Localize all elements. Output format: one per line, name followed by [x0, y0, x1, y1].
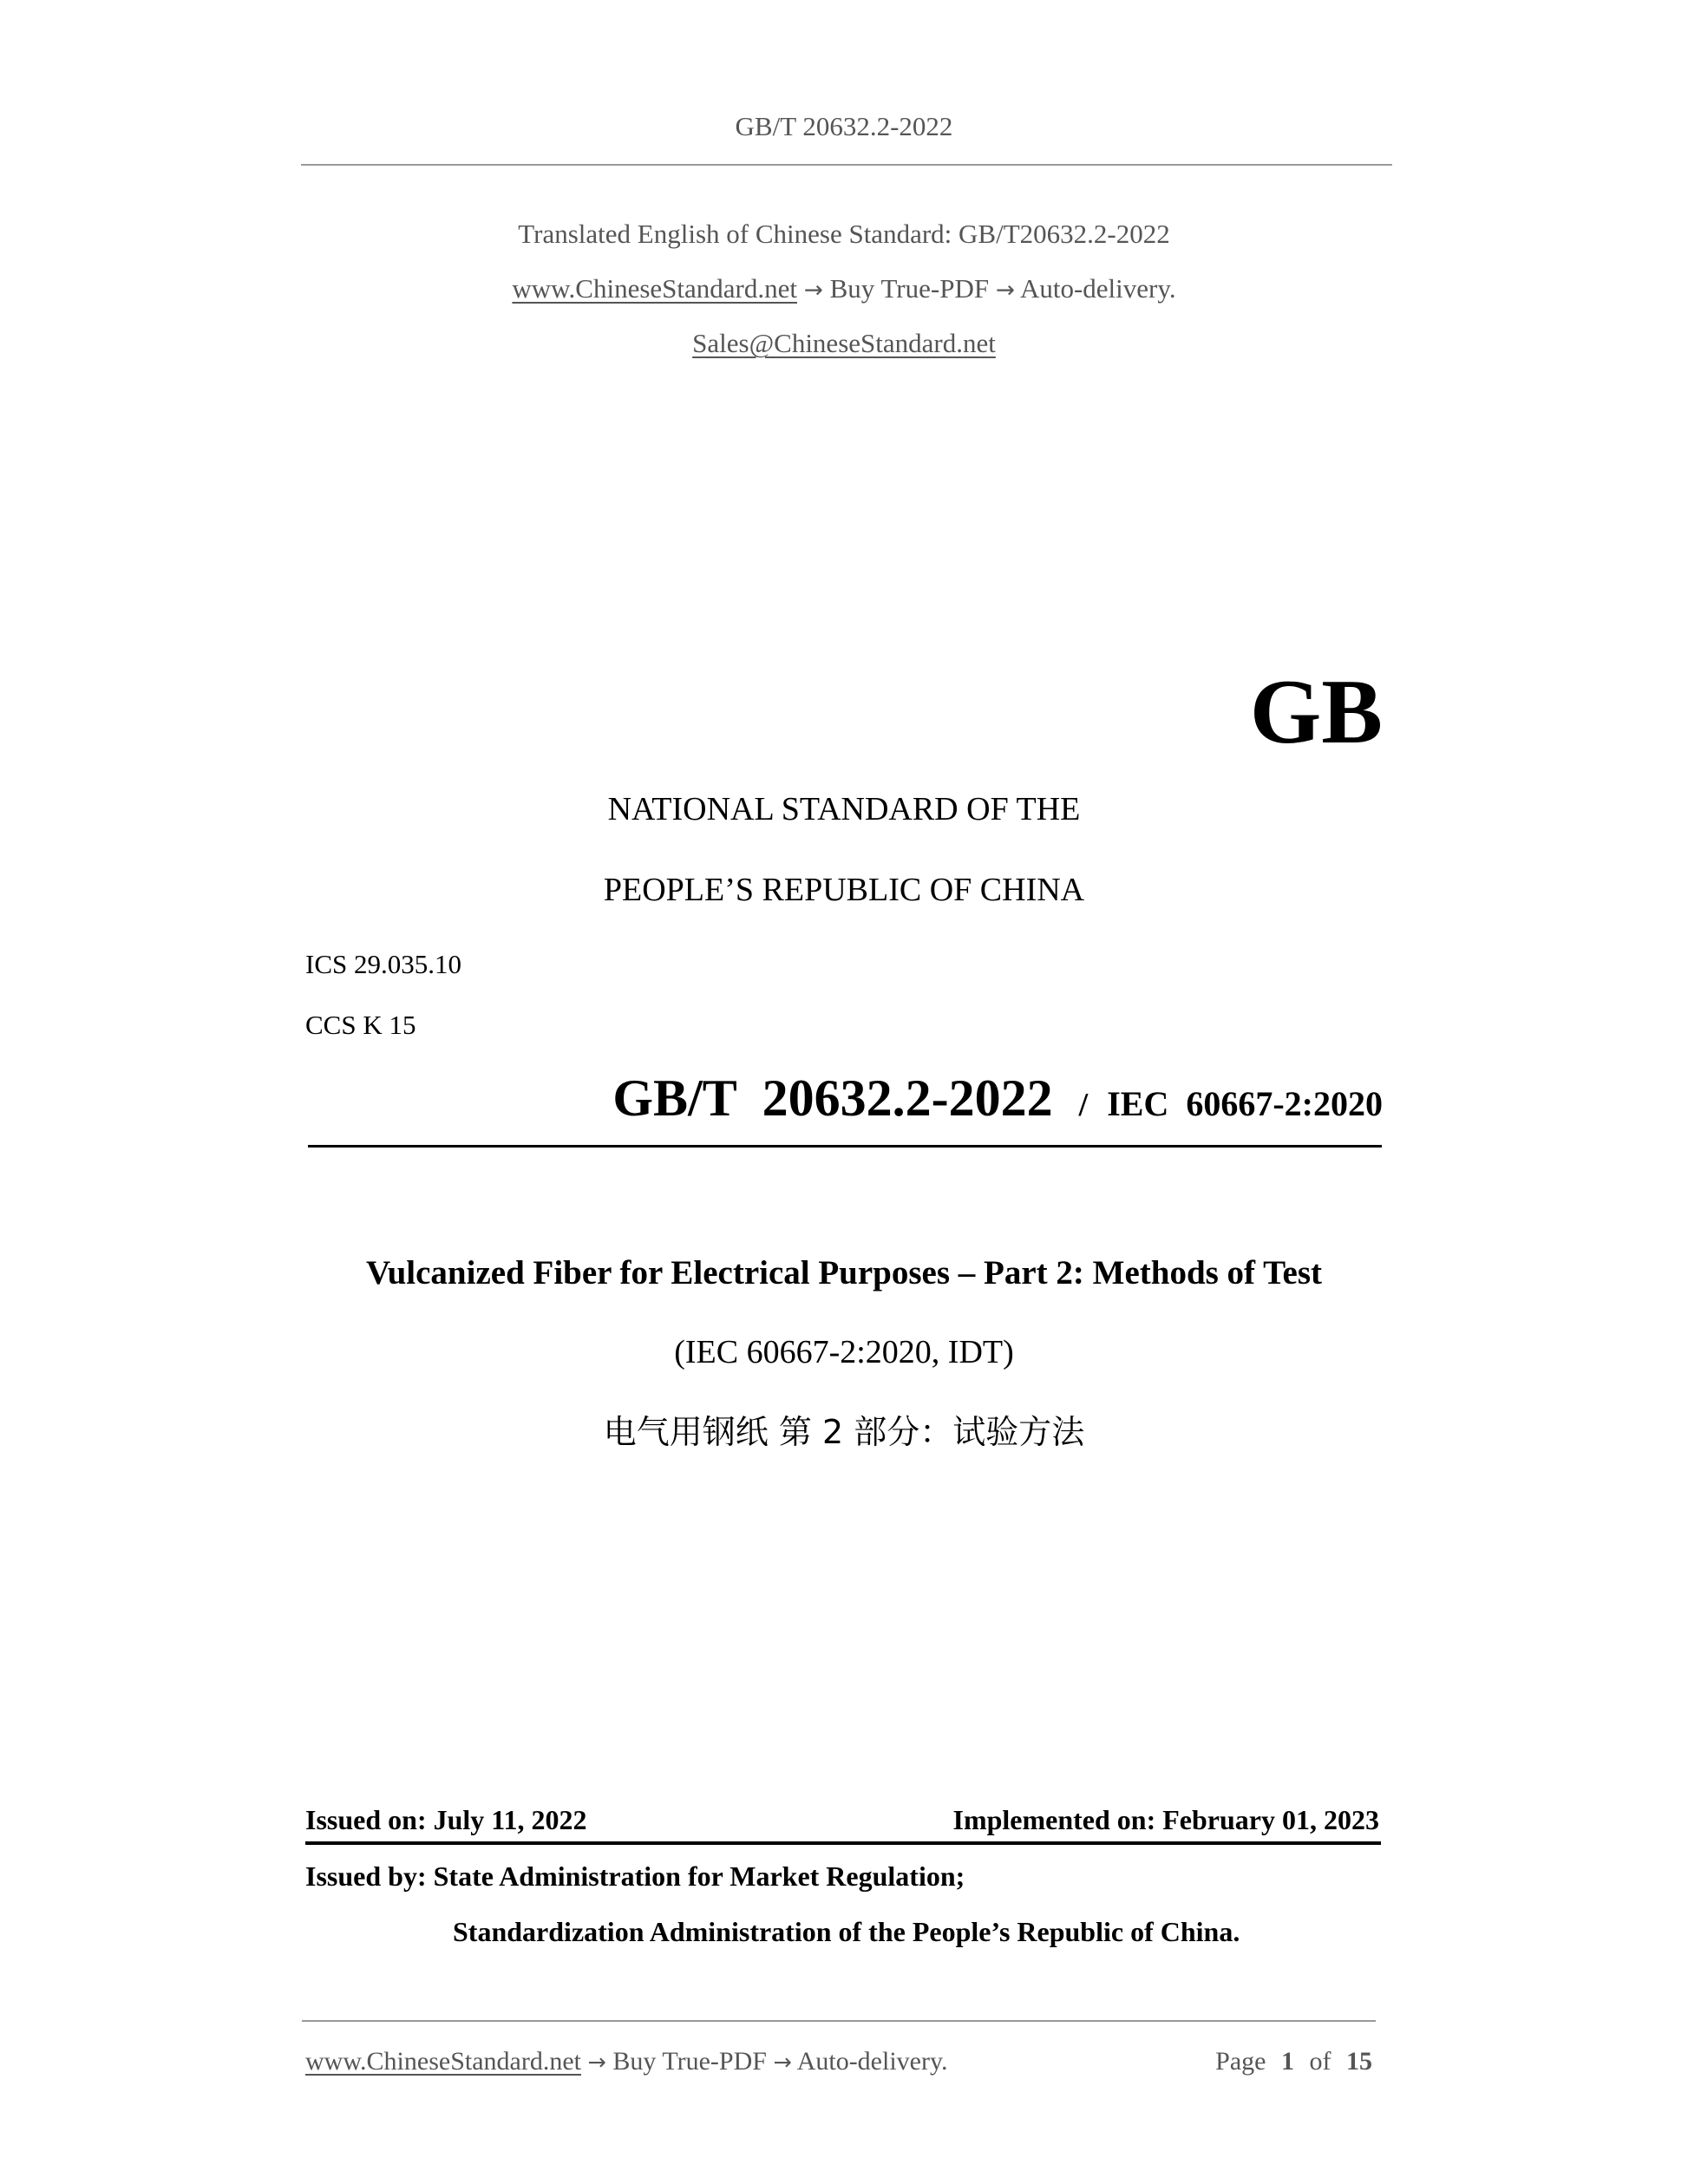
implemented-on-date: Implemented on: February 01, 2023: [952, 1804, 1379, 1835]
issued-by-line1: Issued by: State Administration for Market Regulation;: [305, 1860, 965, 1892]
sales-email-link[interactable]: Sales@ChineseStandard.net: [692, 328, 996, 358]
footer-delivery-text: Auto-delivery.: [796, 2047, 948, 2076]
dates-rule: [305, 1841, 1381, 1845]
idt-reference: (IEC 60667-2:2020, IDT): [674, 1334, 1014, 1370]
page-label: Page: [1215, 2047, 1266, 2076]
page-current: 1: [1281, 2047, 1294, 2076]
running-header-doc-code: GB/T 20632.2-2022: [735, 111, 953, 141]
promo-line: [0, 275, 1688, 302]
footer-promo: [305, 2049, 948, 2075]
header-divider: [301, 164, 1392, 166]
issued-on-date: Issued on: July 11, 2022: [305, 1804, 587, 1835]
email-line: [0, 330, 1688, 356]
arrow-right-icon: →: [995, 278, 1015, 304]
standard-separator: /: [1078, 1087, 1089, 1123]
footer-site-link[interactable]: www.ChineseStandard.net: [305, 2047, 581, 2076]
national-standard-line2: PEOPLE’S REPUBLIC OF CHINA: [603, 872, 1085, 908]
ccs-code: CCS K 15: [305, 1010, 416, 1040]
issued-by-line2: Standardization Administration of the People’s Republic of China.: [453, 1916, 1240, 1947]
standard-number-rule: [308, 1145, 1382, 1148]
translated-notice: Translated English of Chinese Standard: GB/T20632.2-2022: [518, 219, 1170, 249]
page-indicator: [1215, 2049, 1372, 2075]
arrow-right-icon: →: [773, 2050, 792, 2076]
gb-logo: GB: [1249, 661, 1383, 762]
arrow-right-icon: →: [803, 278, 823, 304]
standard-number: GB/T 20632.2-2022: [612, 1069, 1053, 1127]
equivalent-standard: IEC 60667-2:2020: [1107, 1084, 1383, 1123]
footer-buy-text: Buy True-PDF: [612, 2047, 767, 2076]
chinese-title: 电气用钢纸 第 2 部分：试验方法: [603, 1413, 1085, 1451]
arrow-right-icon: →: [587, 2050, 606, 2076]
of-label: of: [1309, 2047, 1331, 2076]
standard-number-line: [612, 1069, 1383, 1127]
national-standard-line1: NATIONAL STANDARD OF THE: [607, 791, 1081, 827]
footer-divider: [302, 2020, 1376, 2022]
buy-true-pdf-text: Buy True-PDF: [829, 273, 990, 304]
site-link[interactable]: www.ChineseStandard.net: [512, 273, 797, 304]
ics-code: ICS 29.035.10: [305, 949, 461, 979]
auto-delivery-text: Auto-delivery.: [1019, 273, 1176, 304]
page-total: 15: [1346, 2047, 1372, 2076]
english-title: Vulcanized Fiber for Electrical Purposes – Part 2: Methods of Test: [366, 1254, 1322, 1291]
